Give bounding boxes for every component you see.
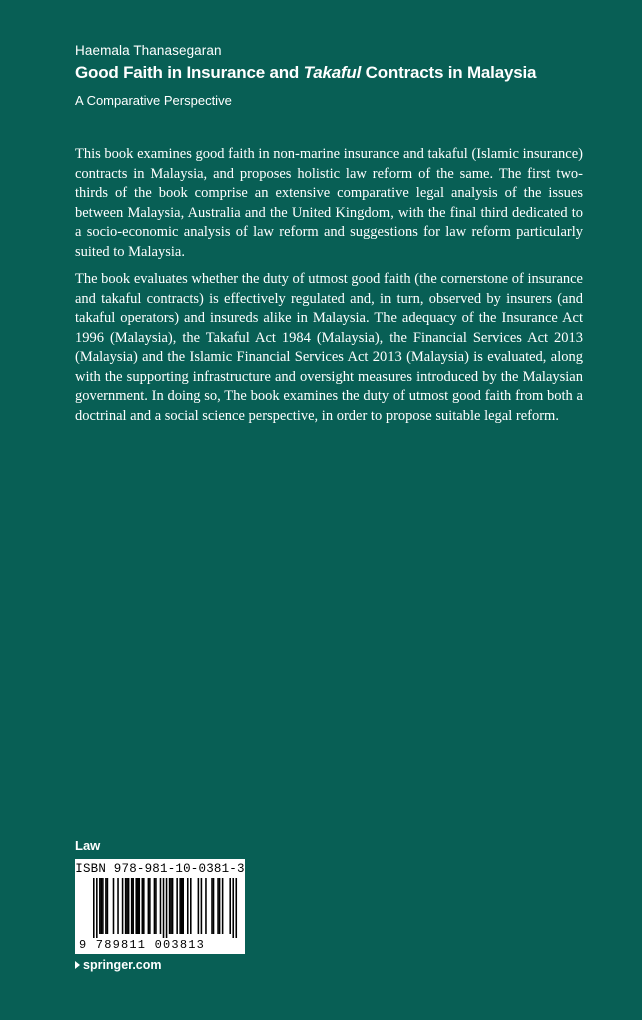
- barcode-bar: [131, 878, 133, 934]
- barcode-bar: [172, 878, 174, 934]
- barcode-bar: [126, 878, 128, 934]
- barcode-bar: [169, 878, 171, 934]
- barcode-bar: [102, 878, 104, 934]
- barcode-bar: [179, 878, 181, 934]
- barcode-bar: [101, 878, 103, 934]
- barcode-bar: [201, 878, 203, 934]
- barcode-bar: [128, 878, 130, 934]
- barcode-bar: [149, 878, 151, 934]
- barcode-bar: [222, 878, 224, 934]
- isbn-label: ISBN 978-981-10-0381-3: [75, 862, 245, 876]
- barcode-bar: [117, 878, 119, 934]
- barcode-bar: [107, 878, 109, 934]
- publisher-website-link[interactable]: [75, 958, 162, 972]
- barcode-bar: [190, 878, 192, 934]
- barcode-bar: [137, 878, 139, 934]
- barcode-bar: [142, 878, 144, 934]
- barcode-bar: [170, 878, 172, 934]
- description-paragraph-2: The book evaluates whether the duty of utmost good faith (the cornerstone of insurance and takaful contracts) is effectively regulated and, in turn, observed by insurers (and takaful operators) and insureds alike in Malaysia. The adequacy of the Insurance Act 1996 (Malaysia), the Takaful Act 1984 (Malaysia), the Financial Services Act 2013 (Malaysia) and the Islamic Financial Services Act 2013 (Malaysia) is evaluated, along with the supporting infrastructure and oversight measures introduced by the Malaysian government. In doing so, The book examines the duty of utmost good faith from both a doctrinal and a social science perspective, in order to propose suitable legal reform.: [75, 271, 583, 424]
- book-title: [75, 62, 595, 84]
- barcode-bar: [160, 878, 162, 934]
- barcode-bar: [166, 878, 168, 938]
- barcode-digits: 9 789811 003813: [79, 938, 206, 952]
- title-part-1: Good Faith in Insurance and: [75, 63, 304, 82]
- barcode-bar: [132, 878, 134, 934]
- barcode-bars: [81, 878, 239, 938]
- barcode-bar: [105, 878, 107, 934]
- barcode-bar: [122, 878, 124, 934]
- barcode-bar: [96, 878, 98, 938]
- barcode-bar: [187, 878, 189, 934]
- barcode-bar: [217, 878, 219, 934]
- barcode-bar: [143, 878, 145, 934]
- website-label: springer.com: [83, 958, 162, 972]
- arrow-right-icon: [75, 961, 80, 969]
- barcode-bar: [148, 878, 150, 934]
- barcode-bar: [232, 878, 234, 938]
- isbn-barcode: [75, 859, 245, 954]
- barcode-bar: [155, 878, 157, 934]
- barcode-bar: [163, 878, 165, 938]
- barcode-bar: [213, 878, 215, 934]
- barcode-bar: [229, 878, 231, 934]
- barcode-bar: [219, 878, 221, 934]
- author-name: Haemala Thanasegaran: [75, 43, 222, 58]
- subject-category: Law: [75, 838, 101, 853]
- barcode-bar: [176, 878, 178, 934]
- barcode-bar: [198, 878, 200, 934]
- barcode-bar: [93, 878, 95, 938]
- book-description: [75, 145, 583, 434]
- barcode-bar: [113, 878, 115, 934]
- description-paragraph-1: This book examines good faith in non-marine insurance and takaful (Islamic insurance) contracts in Malaysia, and proposes holistic law reform of the same. The first two-thirds of the book comprise an extensive comparative legal analysis of the issues between Malaysia, Australia and the United Kingdom, with the final third dedicated to a socio-economic analysis of law reform and suggestions for law reform particularly suited to Malaysia.: [75, 146, 583, 260]
- barcode-bar: [205, 878, 207, 934]
- title-italic-term: Takaful: [303, 63, 362, 82]
- barcode-bar: [99, 878, 101, 934]
- barcode-bar: [135, 878, 137, 934]
- book-subtitle: A Comparative Perspective: [75, 93, 232, 108]
- title-part-2: Contracts in Malaysia: [361, 63, 537, 82]
- barcode-bar: [138, 878, 140, 934]
- barcode-bar: [181, 878, 183, 934]
- barcode-bar: [154, 878, 156, 934]
- barcode-bar: [235, 878, 237, 938]
- barcode-bar: [182, 878, 184, 934]
- barcode-bar: [125, 878, 127, 934]
- barcode-bar: [211, 878, 213, 934]
